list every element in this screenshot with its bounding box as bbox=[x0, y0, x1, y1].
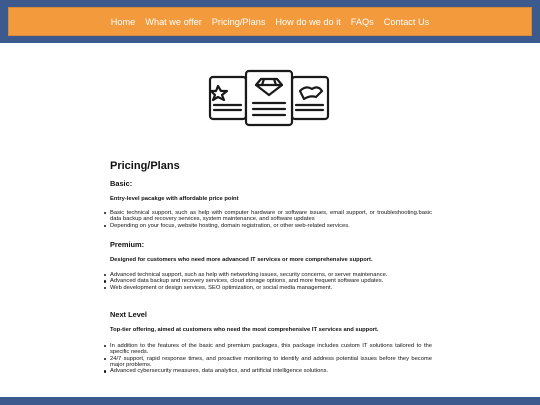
pricing-cards-icon bbox=[206, 69, 332, 127]
page-title: Pricing/Plans bbox=[110, 160, 180, 172]
plan-tagline-premium: Designed for customers who need more advanced IT services or more comprehensive support. bbox=[110, 257, 373, 263]
nav-link-how-do-we-do-it[interactable]: How do we do it bbox=[275, 16, 341, 27]
plan-tagline-next-level: Top-tier offering, aimed at customers who need the most comprehensive IT services and support. bbox=[110, 327, 379, 333]
list-item: Advanced data backup and recovery services, cloud storage options, and more frequent software updates. bbox=[104, 278, 432, 284]
plan-title-basic: Basic: bbox=[110, 179, 133, 188]
top-navbar bbox=[8, 7, 532, 36]
nav-link-home[interactable]: Home bbox=[110, 16, 136, 27]
plan-features-basic bbox=[104, 210, 432, 229]
plan-title-next-level: Next Level bbox=[110, 310, 147, 319]
list-item: Depending on your focus, website hosting, domain registration, or other web-related services. bbox=[104, 223, 432, 229]
nav-link-pricing-plans[interactable]: Pricing/Plans bbox=[211, 16, 266, 27]
list-item: Basic technical support, such as help with computer hardware or software issues, email support, or troubleshooting.basic data backup and recovery services, system maintenance, and software updates bbox=[104, 210, 432, 223]
nav-link-what-we-offer[interactable]: What we offer bbox=[145, 16, 202, 27]
plan-tagline-basic: Entry-level pacakge with affordable price point bbox=[110, 196, 239, 202]
list-item: 24/7 support, rapid response times, and proactive monitoring to identify and address potential issues before they become major problems. bbox=[104, 356, 432, 369]
main-content bbox=[0, 43, 540, 397]
list-item: In addition to the features of the basic and premium packages, this package includes custom IT solutions tailored to the specific needs. bbox=[104, 343, 432, 356]
plan-title-premium: Premium: bbox=[110, 240, 145, 249]
list-item: Web development or design services, SEO optimization, or social media management. bbox=[104, 285, 432, 291]
plan-features-next-level bbox=[104, 343, 432, 374]
list-item: Advanced technical support, such as help with networking issues, security concerns, or server maintenance. bbox=[104, 272, 432, 278]
plan-features-premium bbox=[104, 272, 432, 291]
nav-link-faqs[interactable]: FAQs bbox=[350, 16, 374, 27]
nav-link-contact-us[interactable]: Contact Us bbox=[383, 16, 430, 27]
list-item: Advanced cybersecurity measures, data analytics, and artificial intelligence solutions. bbox=[104, 368, 432, 374]
